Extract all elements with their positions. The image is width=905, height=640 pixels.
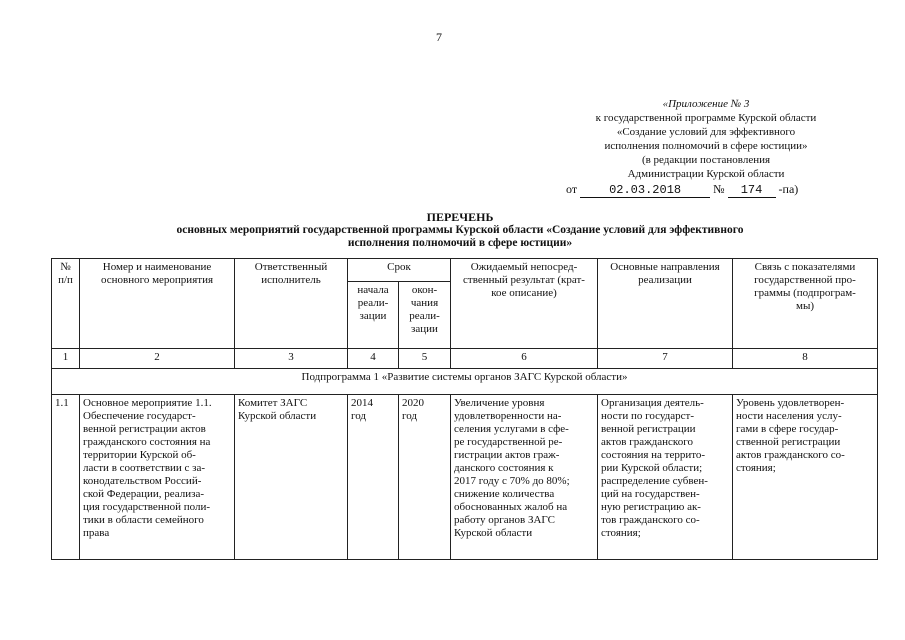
row-num: 1.1: [52, 395, 80, 560]
decree-reference: [566, 182, 798, 198]
row-link: Уровень удовлетворен- ности населения услу- гами в сфере государ- ственной регистрации актов гражданского со- стояния;: [733, 395, 878, 560]
column-number: 4: [348, 349, 399, 369]
header-directions: Основные направления реализации: [598, 259, 733, 349]
appendix-line: исполнения полномочий в сфере юстиции»: [604, 140, 808, 152]
appendix-line: «Создание условий для эффективного: [616, 126, 796, 138]
header-result: Ожидаемый непосред- ственный результат (крат- кое описание): [451, 259, 598, 349]
appendix-line: Администрации Курской области: [627, 168, 785, 180]
appendix-block: [520, 97, 892, 181]
page-number: 7: [436, 30, 442, 44]
column-number: 6: [451, 349, 598, 369]
column-number-row: [52, 349, 878, 369]
appendix-line: (в редакции постановления: [641, 154, 771, 166]
document-title: [80, 211, 840, 250]
number-label: №: [713, 182, 725, 196]
row-start: 2014 год: [348, 395, 399, 560]
title-heading: ПЕРЕЧЕНЬ: [426, 210, 494, 224]
appendix-line: к государственной программе Курской области: [595, 112, 817, 124]
decree-date: 02.03.2018: [580, 184, 710, 198]
column-number: 3: [235, 349, 348, 369]
header-name: Номер и наименование основного мероприятия: [80, 259, 235, 349]
row-end: 2020 год: [399, 395, 451, 560]
header-term: Срок: [348, 259, 451, 282]
row-executor: Комитет ЗАГС Курской области: [235, 395, 348, 560]
header-executor: Ответственный исполнитель: [235, 259, 348, 349]
header-start: начала реали- зации: [348, 282, 399, 349]
subprogram-row: [52, 369, 878, 395]
measures-table: [51, 258, 878, 560]
header-end: окон- чания реали- зации: [399, 282, 451, 349]
appendix-line: «Приложение № 3: [662, 98, 750, 110]
column-number: 5: [399, 349, 451, 369]
header-row: [52, 259, 878, 282]
column-number: 1: [52, 349, 80, 369]
row-result: Увеличение уровня удовлетворенности на- селения услугами в сфе- ре государственной ре- гистрации актов граж- данского состояния к 2017 году с 70% до 80%; снижение количества обоснованных жалоб на работу органов ЗАГС Курской области: [451, 395, 598, 560]
subprogram-title: Подпрограмма 1 «Развитие системы органов ЗАГС Курской области»: [52, 369, 878, 395]
from-label: от: [566, 182, 578, 196]
decree-suffix: -па): [778, 182, 799, 196]
column-number: 7: [598, 349, 733, 369]
row-directions: Организация деятель- ности по государст- венной регистрации актов гражданского состояния на террито- рии Курской области; распределение субвен- ций на государствен- ную регистрацию ак- тов гражданского со- стояния;: [598, 395, 733, 560]
header-num: № п/п: [52, 259, 80, 349]
title-line-2: исполнения полномочий в сфере юстиции»: [347, 237, 573, 249]
table-row: [52, 395, 878, 560]
column-number: 2: [80, 349, 235, 369]
header-link: Связь с показателями государственной про- граммы (подпрограм- мы): [733, 259, 878, 349]
title-line-1: основных мероприятий государственной программы Курской области «Создание условий для эффективного: [176, 224, 744, 236]
row-name: Основное мероприятие 1.1. Обеспечение государст- венной регистрации актов гражданского состояния на территории Курской об- ласти в соответствии с за- конодательством Россий- ской Федерации, реализа- ция государственной поли- тики в области семейного права: [80, 395, 235, 560]
column-number: 8: [733, 349, 878, 369]
decree-number: 174: [728, 184, 776, 198]
